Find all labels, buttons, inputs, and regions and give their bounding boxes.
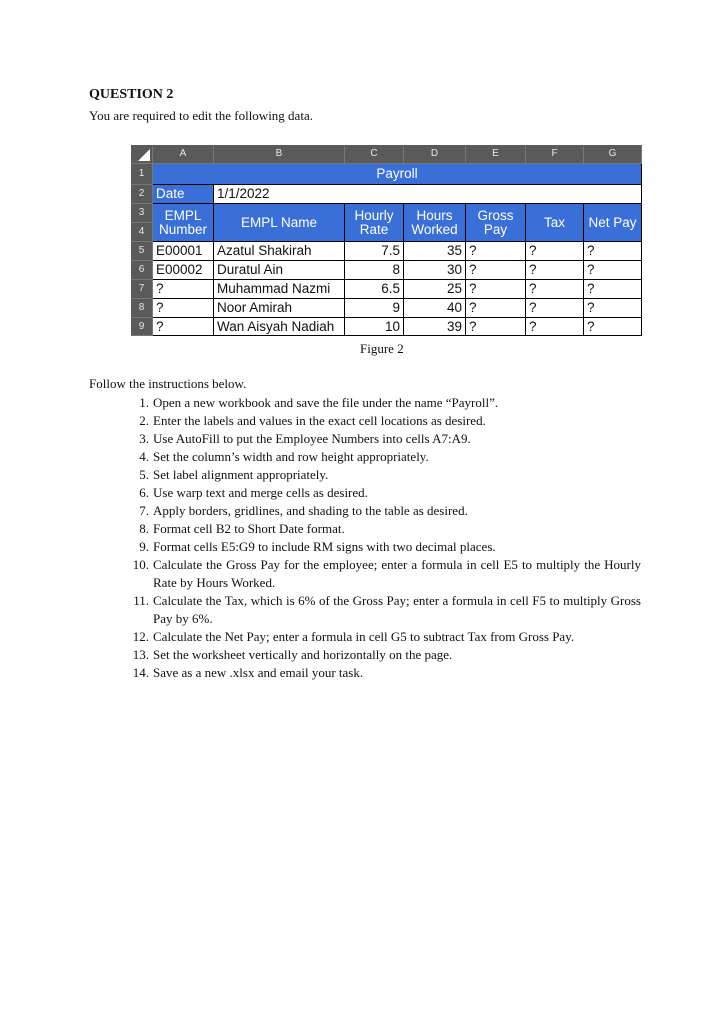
- header-hours-worked-line: Hours: [416, 208, 453, 223]
- instructions-list: [131, 394, 641, 682]
- instruction-text: Use AutoFill to put the Employee Numbers into cells A7:A9.: [153, 431, 471, 446]
- cell-hours-worked[interactable]: 39: [404, 318, 466, 336]
- column-header-b[interactable]: B: [214, 145, 345, 164]
- instruction-number: 12.: [132, 629, 149, 644]
- instruction-item: [131, 448, 641, 466]
- instruction-text: Enter the labels and values in the exact cell locations as desired.: [153, 413, 486, 428]
- payroll-title-cell[interactable]: Payroll: [153, 164, 642, 185]
- row-header-3[interactable]: 3: [131, 204, 153, 223]
- cell-empl-number[interactable]: ?: [153, 299, 214, 318]
- instruction-number: 4.: [139, 449, 149, 464]
- cell-net-pay[interactable]: ?: [584, 242, 642, 261]
- cell-hourly-rate[interactable]: 8: [345, 261, 404, 280]
- header-empl-number-line: Number: [158, 221, 207, 237]
- column-header-a[interactable]: A: [153, 145, 214, 164]
- row-header-5[interactable]: 5: [131, 242, 153, 261]
- instruction-item: [131, 412, 641, 430]
- instruction-number: 7.: [139, 503, 149, 518]
- column-header-d[interactable]: D: [404, 145, 466, 164]
- payroll-spreadsheet: [131, 145, 642, 336]
- select-all-triangle-icon: [138, 149, 150, 161]
- instruction-text: Set the column’s width and row height appropriately.: [153, 449, 429, 464]
- header-hours-worked-line: Worked: [411, 221, 458, 237]
- instruction-text: Calculate the Gross Pay for the employee; enter a formula in cell E5 to multiply the Hourly Rate by Hours Worked.: [153, 557, 641, 590]
- cell-hourly-rate[interactable]: 9: [345, 299, 404, 318]
- instructions-heading: Follow the instructions below.: [89, 376, 247, 391]
- header-hourly-rate-line: Rate: [359, 221, 389, 237]
- cell-empl-name[interactable]: Wan Aisyah Nadiah: [214, 318, 345, 336]
- instruction-text: Format cells E5:G9 to include RM signs with two decimal places.: [153, 539, 496, 554]
- row-header-7[interactable]: 7: [131, 280, 153, 299]
- instruction-number: 6.: [139, 485, 149, 500]
- column-header-e[interactable]: E: [466, 145, 526, 164]
- instruction-number: 9.: [139, 539, 149, 554]
- instruction-number: 3.: [139, 431, 149, 446]
- cell-gross-pay[interactable]: ?: [466, 261, 526, 280]
- cell-gross-pay[interactable]: ?: [466, 242, 526, 261]
- cell-hourly-rate[interactable]: 7.5: [345, 242, 404, 261]
- row-header-8[interactable]: 8: [131, 299, 153, 318]
- header-gross-pay-line: Gross: [477, 208, 514, 223]
- cell-net-pay[interactable]: ?: [584, 261, 642, 280]
- instruction-text: Open a new workbook and save the file under the name “Payroll”.: [153, 395, 499, 410]
- cell-gross-pay[interactable]: ?: [466, 299, 526, 318]
- header-net-pay[interactable]: Net Pay: [584, 204, 642, 242]
- cell-hourly-rate[interactable]: 6.5: [345, 280, 404, 299]
- header-empl-name[interactable]: EMPL Name: [214, 204, 345, 242]
- instruction-item: [131, 538, 641, 556]
- cell-hours-worked[interactable]: 40: [404, 299, 466, 318]
- instruction-item: [131, 466, 641, 484]
- cell-gross-pay[interactable]: ?: [466, 318, 526, 336]
- header-gross-pay[interactable]: [466, 204, 526, 242]
- cell-tax[interactable]: ?: [526, 299, 584, 318]
- cell-empl-number[interactable]: ?: [153, 318, 214, 336]
- column-header-f[interactable]: F: [526, 145, 584, 164]
- figure-caption: Figure 2: [360, 341, 404, 356]
- cell-empl-name[interactable]: Noor Amirah: [214, 299, 345, 318]
- row-header-9[interactable]: 9: [131, 318, 153, 336]
- instruction-number: 14.: [132, 665, 149, 680]
- cell-tax[interactable]: ?: [526, 318, 584, 336]
- cell-tax[interactable]: ?: [526, 280, 584, 299]
- column-header-g[interactable]: G: [584, 145, 642, 164]
- header-tax[interactable]: Tax: [526, 204, 584, 242]
- instruction-item: [131, 592, 641, 628]
- instruction-item: [131, 664, 641, 682]
- date-value-cell[interactable]: 1/1/2022: [214, 185, 642, 204]
- instruction-item: [131, 628, 641, 646]
- header-empl-number-line: EMPL: [164, 208, 202, 223]
- row-header-1[interactable]: 1: [131, 164, 153, 185]
- instruction-text: Format cell B2 to Short Date format.: [153, 521, 345, 536]
- cell-gross-pay[interactable]: ?: [466, 280, 526, 299]
- instruction-text: Apply borders, gridlines, and shading to the table as desired.: [153, 503, 468, 518]
- instruction-number: 10.: [132, 557, 149, 572]
- header-hours-worked[interactable]: [404, 204, 466, 242]
- instruction-number: 8.: [139, 521, 149, 536]
- instruction-item: [131, 394, 641, 412]
- cell-empl-name[interactable]: Duratul Ain: [214, 261, 345, 280]
- instruction-text: Save as a new .xlsx and email your task.: [153, 665, 364, 680]
- cell-hours-worked[interactable]: 35: [404, 242, 466, 261]
- instruction-item: [131, 646, 641, 664]
- instruction-text: Calculate the Net Pay; enter a formula in cell G5 to subtract Tax from Gross Pay.: [153, 629, 575, 644]
- question-title: QUESTION 2: [89, 87, 174, 102]
- header-hourly-rate-line: Hourly: [354, 208, 394, 223]
- cell-tax[interactable]: ?: [526, 261, 584, 280]
- header-hourly-rate[interactable]: [345, 204, 404, 242]
- instruction-item: [131, 430, 641, 448]
- cell-net-pay[interactable]: ?: [584, 299, 642, 318]
- instruction-number: 11.: [133, 593, 149, 608]
- header-empl-number[interactable]: [153, 204, 214, 242]
- row-header-4[interactable]: 4: [131, 223, 153, 242]
- cell-tax[interactable]: ?: [526, 242, 584, 261]
- row-header-6[interactable]: 6: [131, 261, 153, 280]
- instruction-number: 5.: [139, 467, 149, 482]
- cell-empl-name[interactable]: Muhammad Nazmi: [214, 280, 345, 299]
- instruction-number: 13.: [132, 647, 149, 662]
- header-gross-pay-line: Pay: [483, 221, 508, 237]
- cell-hours-worked[interactable]: 25: [404, 280, 466, 299]
- date-label-cell[interactable]: Date: [153, 185, 214, 204]
- cell-hours-worked[interactable]: 30: [404, 261, 466, 280]
- cell-empl-number[interactable]: E00001: [153, 242, 214, 261]
- cell-empl-number[interactable]: E00002: [153, 261, 214, 280]
- instruction-item: [131, 556, 641, 592]
- cell-empl-number[interactable]: ?: [153, 280, 214, 299]
- instruction-item: [131, 502, 641, 520]
- instruction-text: Calculate the Tax, which is 6% of the Gross Pay; enter a formula in cell F5 to multiply Gross Pay by 6%.: [153, 593, 641, 626]
- row-header-2[interactable]: 2: [131, 185, 153, 204]
- column-header-c[interactable]: C: [345, 145, 404, 164]
- instruction-item: [131, 484, 641, 502]
- cell-hourly-rate[interactable]: 10: [345, 318, 404, 336]
- instruction-text: Use warp text and merge cells as desired.: [153, 485, 368, 500]
- cell-net-pay[interactable]: ?: [584, 280, 642, 299]
- question-intro: You are required to edit the following data.: [89, 108, 313, 123]
- instruction-text: Set the worksheet vertically and horizontally on the page.: [153, 647, 453, 662]
- instruction-item: [131, 520, 641, 538]
- instruction-number: 1.: [139, 395, 149, 410]
- cell-net-pay[interactable]: ?: [584, 318, 642, 336]
- instruction-text: Set label alignment appropriately.: [153, 467, 329, 482]
- instruction-number: 2.: [139, 413, 149, 428]
- select-all-corner[interactable]: [131, 145, 153, 164]
- cell-empl-name[interactable]: Azatul Shakirah: [214, 242, 345, 261]
